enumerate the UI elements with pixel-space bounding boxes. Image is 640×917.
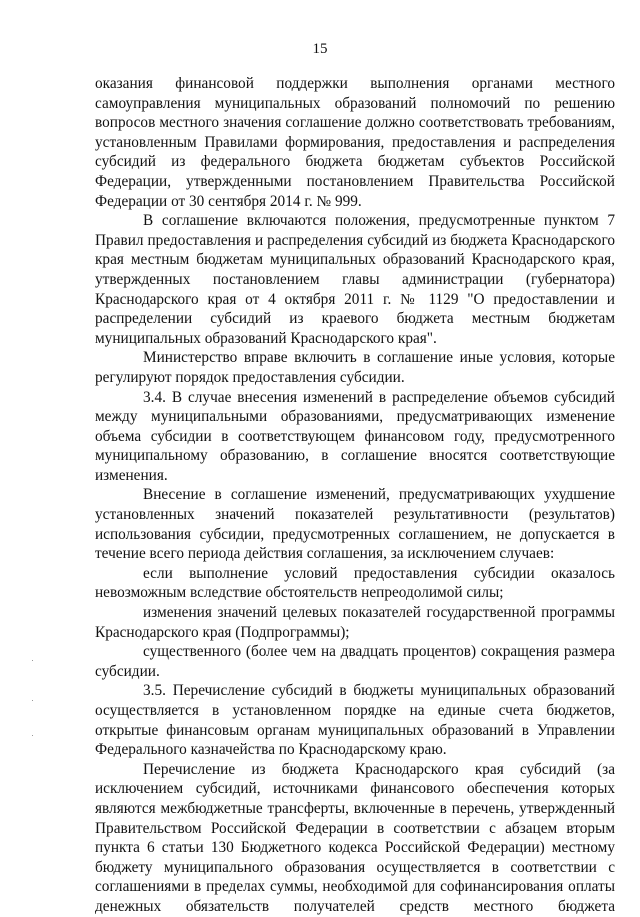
scan-speck <box>32 660 33 661</box>
paragraph: существенного (более чем на двадцать процентов) сокращения размера субсидии. <box>95 643 615 680</box>
paragraph: 3.5. Перечисление субсидий в бюджеты муниципальных образований осуществляется в установленном порядке на единые счета бюджетов, открытые финансовым органам муниципальных образований в Управлении Федерального казначейства по Краснодарскому краю. <box>95 682 615 759</box>
scan-speck <box>32 700 33 701</box>
paragraph: В соглашение включаются положения, предусмотренные пунктом 7 Правил предоставления и распределения субсидий из бюджета Краснодарского края местным бюджетам муниципальных образований Краснодарского края, утвержденных постановлением главы администрации (губернатора) Краснодарского края от 4 октября 2011 г. № 1129 "О предоставлении и распределении субсидий из краевого бюджета местным бюджетам муниципальных образований Краснодарского края". <box>95 212 615 347</box>
paragraph: Перечисление из бюджета Краснодарского края субсидий (за исключением субсидий, источниками финансового обеспечения которых являются межбюджетные трансферты, включенные в перечень, утвержденный Правительством Российской Федерации в соответствии с абзацем вторым пункта 6 статьи 130 Бюджетного кодекса Российской Федерации) местному бюджету муниципального образования осуществляется в соответствии с соглашениями в пределах суммы, необходимой для софинансирования оплаты денежных обязательств получателей средств местного бюджета <box>95 760 615 915</box>
paragraph: 3.4. В случае внесения изменений в распределение объемов субсидий между муниципальными образованиями, предусматривающих изменение объема субсидии в соответствующем финансовом году, предусмотренного муниципальному образованию, в соглашение вносятся соответствующие изменения. <box>95 388 615 484</box>
paragraph: если выполнение условий предоставления субсидии оказалось невозможным вследствие обстоятельств непреодолимой силы; <box>95 564 615 602</box>
document-body <box>95 74 615 917</box>
paragraph: оказания финансовой поддержки выполнения органами местного самоуправления муниципальных образований полномочий по решению вопросов местного значения соглашение должно соответствовать требованиям, установленным Правилами формирования, предоставления и распределения субсидий из федерального бюджета бюджетам субъектов Российской Федерации, утвержденными постановлением Правительства Российской Федерации от 30 сентября 2014 г. № 999. <box>95 75 615 210</box>
paragraph: Внесение в соглашение изменений, предусматривающих ухудшение установленных значений показателей результативности (результатов) использования субсидии, предусмотренных соглашением, не допускается в течение всего периода действия соглашения, за исключением случаев: <box>95 486 615 563</box>
paragraph: изменения значений целевых показателей государственной программы Краснодарского края (Подпрограммы); <box>95 604 615 641</box>
page-number: 15 <box>312 41 328 57</box>
paragraph: Министерство вправе включить в соглашение иные условия, которые регулируют порядок предоставления субсидии. <box>95 349 615 386</box>
scan-speck <box>32 735 33 736</box>
